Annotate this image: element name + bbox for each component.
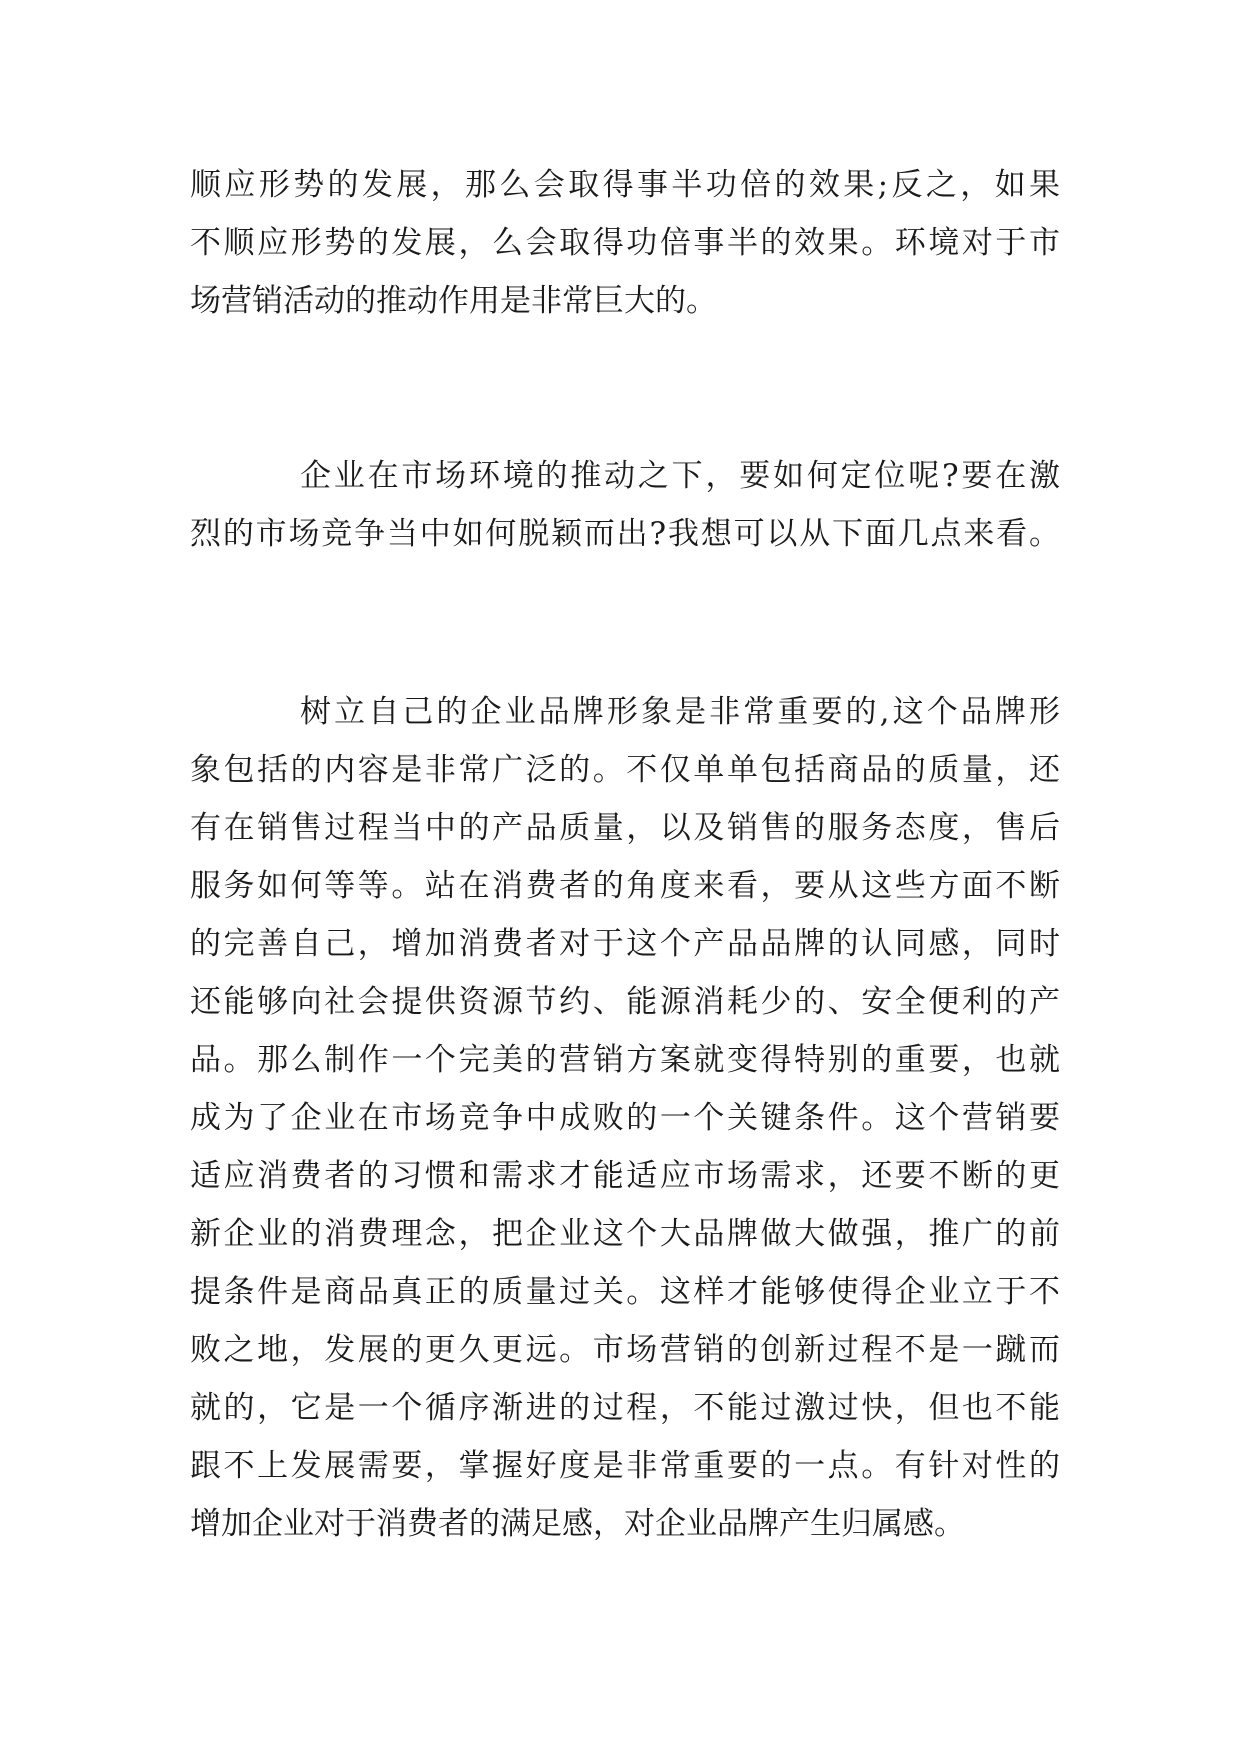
paragraph-line: 跟不上发展需要，掌握好度是非常重要的一点。有针对性的 [190, 1448, 1060, 1484]
paragraph-line: 顺应形势的发展，那么会取得事半功倍的效果;反之，如果 [190, 167, 1060, 203]
paragraph-line: 还能够向社会提供资源节约、能源消耗少的、安全便利的产 [190, 984, 1060, 1020]
paragraph-line: 象包括的内容是非常广泛的。不仅单单包括商品的质量，还 [190, 752, 1060, 788]
paragraph-line: 的完善自己，增加消费者对于这个产品品牌的认同感，同时 [190, 926, 1060, 962]
paragraph-1 [190, 156, 1060, 330]
paragraph-line: 就的，它是一个循序渐进的过程，不能过激过快，但也不能 [190, 1390, 1060, 1426]
paragraph-line: 烈的市场竞争当中如何脱颖而出?我想可以从下面几点来看。 [190, 516, 1060, 552]
paragraph-line: 新企业的消费理念，把企业这个大品牌做大做强，推广的前 [190, 1216, 1060, 1252]
paragraph-line: 企业在市场环境的推动之下，要如何定位呢?要在激 [300, 458, 1060, 494]
paragraph-line: 树立自己的企业品牌形象是非常重要的,这个品牌形 [300, 694, 1060, 730]
paragraph-line: 成为了企业在市场竞争中成败的一个关键条件。这个营销要 [190, 1100, 1060, 1136]
paragraph-line: 场营销活动的推动作用是非常巨大的。 [190, 283, 717, 319]
paragraph-3 [190, 683, 1060, 1553]
paragraph-line: 败之地，发展的更久更远。市场营销的创新过程不是一蹴而 [190, 1332, 1060, 1368]
paragraph-line: 提条件是商品真正的质量过关。这样才能够使得企业立于不 [190, 1274, 1060, 1310]
paragraph-line: 适应消费者的习惯和需求才能适应市场需求，还要不断的更 [190, 1158, 1060, 1194]
paragraph-line: 品。那么制作一个完美的营销方案就变得特别的重要，也就 [190, 1042, 1060, 1078]
paragraph-line: 有在销售过程当中的产品质量，以及销售的服务态度，售后 [190, 810, 1060, 846]
paragraph-line: 不顺应形势的发展，么会取得功倍事半的效果。环境对于市 [190, 225, 1060, 261]
paragraph-line: 增加企业对于消费者的满足感，对企业品牌产生归属感。 [190, 1506, 965, 1542]
paragraph-2 [190, 447, 1060, 563]
paragraph-line: 服务如何等等。站在消费者的角度来看，要从这些方面不断 [190, 868, 1060, 904]
